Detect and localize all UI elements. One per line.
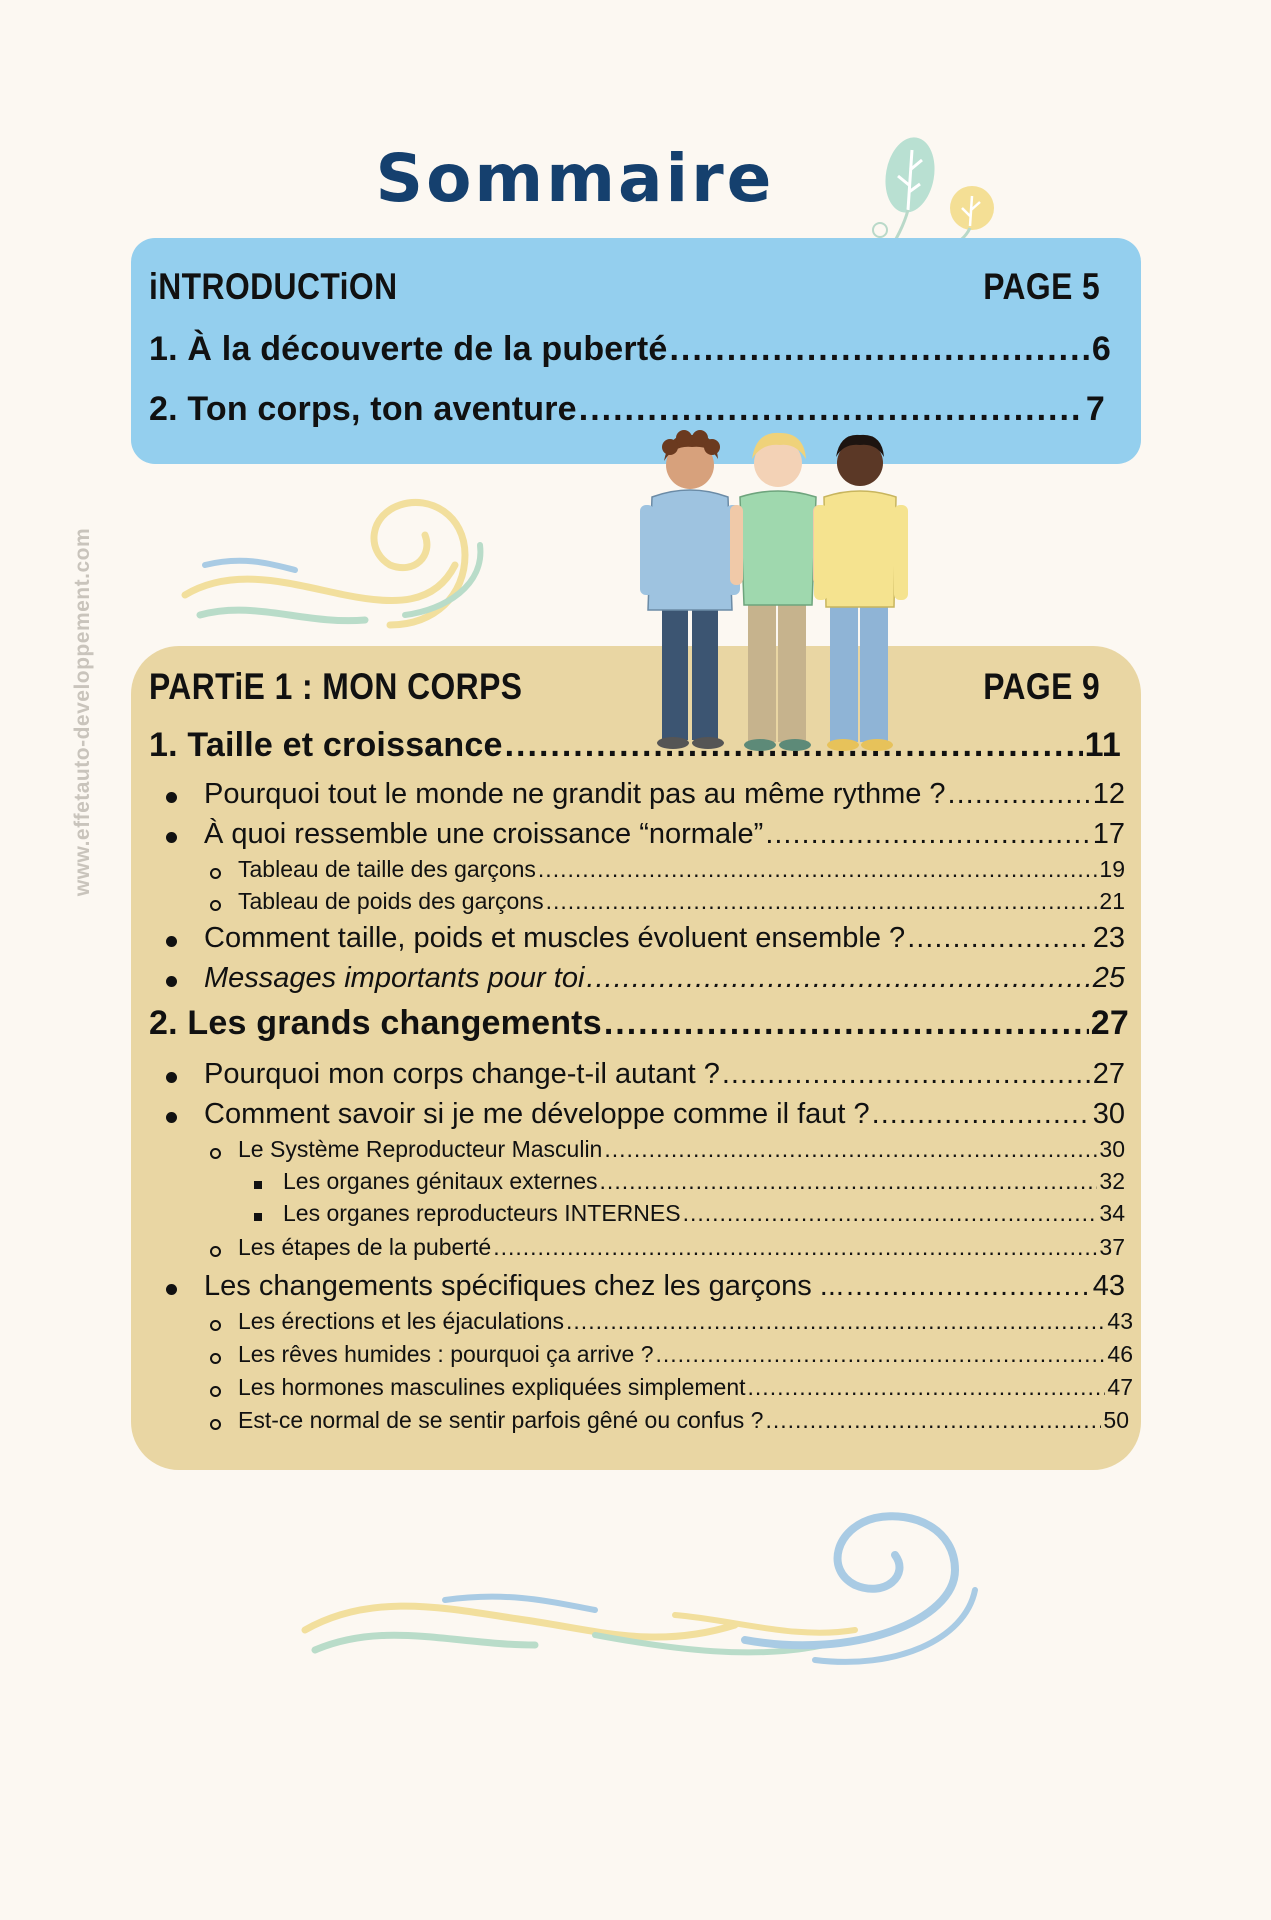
page-number: 6: [1091, 330, 1111, 368]
leader-dots: [604, 1004, 1089, 1043]
page-number: 30: [1092, 1098, 1125, 1130]
toc-subentry[interactable]: [238, 888, 1125, 915]
swirl-decoration-icon: [295, 1510, 985, 1690]
toc-chapter[interactable]: [149, 330, 1111, 369]
chapter-label: 1. Taille et croissance: [149, 726, 503, 764]
leader-dots: [748, 1374, 1106, 1401]
sub-bullet: [210, 1386, 221, 1397]
toc-subentry[interactable]: [238, 1234, 1125, 1261]
sub-bullet: [210, 1148, 221, 1159]
page-number: 12: [1092, 778, 1125, 810]
leader-dots: [948, 778, 1091, 811]
leader-dots: [538, 856, 1097, 883]
boy-yellow-shirt-icon: [814, 435, 908, 751]
page-number: 32: [1099, 1168, 1125, 1194]
introduction-header: [149, 266, 1101, 308]
part1-box: [131, 646, 1141, 1470]
page-number: 47: [1107, 1374, 1133, 1400]
entry-label: Pourquoi mon corps change-t-il autant ?: [204, 1058, 720, 1090]
toc-entry[interactable]: [204, 778, 1125, 811]
page-number: 43: [1092, 1270, 1125, 1302]
page-number: 7: [1085, 390, 1105, 428]
page-number: 23: [1092, 922, 1125, 954]
bullet: [166, 1072, 177, 1083]
toc-entry[interactable]: [204, 962, 1125, 995]
leader-dots: [604, 1136, 1097, 1163]
toc-entry[interactable]: [204, 1098, 1125, 1131]
entry-label: Les érections et les éjaculations: [238, 1308, 565, 1334]
bullet: [166, 832, 177, 843]
leader-dots: [493, 1234, 1097, 1261]
sub-bullet: [210, 868, 221, 879]
toc-chapter[interactable]: [149, 390, 1105, 429]
sub-bullet: [210, 1320, 221, 1331]
page-number: 34: [1099, 1200, 1125, 1226]
page-number: 17: [1092, 818, 1125, 850]
boy-blue-hoodie-icon: [640, 430, 740, 749]
page-number: 43: [1107, 1308, 1133, 1334]
page-title: Sommaire: [375, 140, 775, 217]
leader-dots: [872, 1098, 1091, 1131]
bullet: [166, 1284, 177, 1295]
leader-dots: [656, 1341, 1106, 1368]
entry-label: Les étapes de la puberté: [238, 1234, 492, 1260]
entry-label: Les changements spécifiques chez les garçons ...: [204, 1270, 844, 1302]
entry-label: Le Système Reproducteur Masculin: [238, 1136, 603, 1162]
page-number: 25: [1092, 962, 1125, 994]
leader-dots: [907, 922, 1091, 955]
leader-dots: [579, 390, 1084, 429]
toc-subentry[interactable]: [238, 1341, 1133, 1368]
entry-label: Tableau de poids des garçons: [238, 888, 544, 914]
page-number: 11: [1084, 726, 1121, 764]
entry-label: À quoi ressemble une croissance “normale”: [204, 818, 764, 850]
leader-dots: [765, 818, 1090, 851]
sub-bullet: [210, 1419, 221, 1430]
page-number: 30: [1099, 1136, 1125, 1162]
introduction-box: [131, 238, 1141, 464]
leader-dots: [566, 1308, 1105, 1335]
sub-bullet: [210, 1246, 221, 1257]
website-watermark: www.effetauto-developpement.com: [71, 527, 94, 897]
section-page: PAGE 9: [983, 666, 1101, 707]
toc-subentry[interactable]: [238, 856, 1125, 883]
toc-entry[interactable]: [204, 1270, 1125, 1303]
toc-subsubentry[interactable]: [283, 1168, 1125, 1195]
bullet: [166, 936, 177, 947]
toc-entry[interactable]: [204, 818, 1125, 851]
page-number: 50: [1103, 1407, 1129, 1433]
toc-subentry[interactable]: [238, 1308, 1133, 1335]
page-number: 46: [1107, 1341, 1133, 1367]
entry-label: Messages importants pour toi: [204, 962, 585, 994]
page-number: 27: [1090, 1004, 1129, 1042]
swirl-decoration-icon: [175, 475, 505, 655]
page-number: 19: [1099, 856, 1125, 882]
entry-label: Les organes génitaux externes: [283, 1168, 598, 1194]
toc-subentry[interactable]: [238, 1374, 1133, 1401]
entry-label: Tableau de taille des garçons: [238, 856, 536, 882]
entry-label: Comment savoir si je me développe comme il faut ?: [204, 1098, 870, 1130]
toc-entry[interactable]: [204, 1058, 1125, 1091]
sub-sub-bullet: [254, 1181, 262, 1189]
three-boys-illustration: [640, 425, 920, 760]
leader-dots: [600, 1168, 1098, 1195]
leader-dots: [846, 1270, 1091, 1303]
leader-dots: [546, 888, 1098, 915]
page-number: 21: [1099, 888, 1125, 914]
toc-subsubentry[interactable]: [283, 1200, 1125, 1227]
entry-label: Est-ce normal de se sentir parfois gêné ou confus ?: [238, 1407, 764, 1433]
bullet: [166, 1112, 177, 1123]
entry-label: Pourquoi tout le monde ne grandit pas au même rythme ?: [204, 778, 946, 810]
entry-label: Les rêves humides : pourquoi ça arrive ?: [238, 1341, 654, 1367]
leader-dots: [722, 1058, 1091, 1091]
leader-dots: [683, 1200, 1098, 1227]
toc-subentry[interactable]: [238, 1136, 1125, 1163]
entry-label: Comment taille, poids et muscles évoluent ensemble ?: [204, 922, 906, 954]
toc-subentry[interactable]: [238, 1407, 1129, 1434]
page-number: 37: [1099, 1234, 1125, 1260]
boy-green-shirt-icon: [730, 433, 826, 751]
chapter-label: 2. Les grands changements: [149, 1004, 602, 1042]
leader-dots: [669, 330, 1089, 369]
entry-label: Les hormones masculines expliquées simplement: [238, 1374, 746, 1400]
section-title: iNTRODUCTiON: [149, 266, 398, 307]
bullet: [166, 792, 177, 803]
sub-bullet: [210, 900, 221, 911]
section-page: PAGE 5: [983, 266, 1101, 307]
bullet: [166, 976, 177, 987]
chapter-label: 2. Ton corps, ton aventure: [149, 390, 577, 428]
sub-sub-bullet: [254, 1213, 262, 1221]
toc-chapter[interactable]: [149, 726, 1121, 765]
leader-dots: [586, 962, 1090, 995]
chapter-label: 1. À la découverte de la puberté: [149, 330, 668, 368]
leader-dots: [765, 1407, 1101, 1434]
toc-chapter[interactable]: [149, 1004, 1129, 1043]
toc-entry[interactable]: [204, 922, 1125, 955]
page-number: 27: [1092, 1058, 1125, 1090]
entry-label: Les organes reproducteurs INTERNES: [283, 1200, 681, 1226]
sub-bullet: [210, 1353, 221, 1364]
section-title: PARTiE 1 : MON CORPS: [149, 666, 523, 707]
